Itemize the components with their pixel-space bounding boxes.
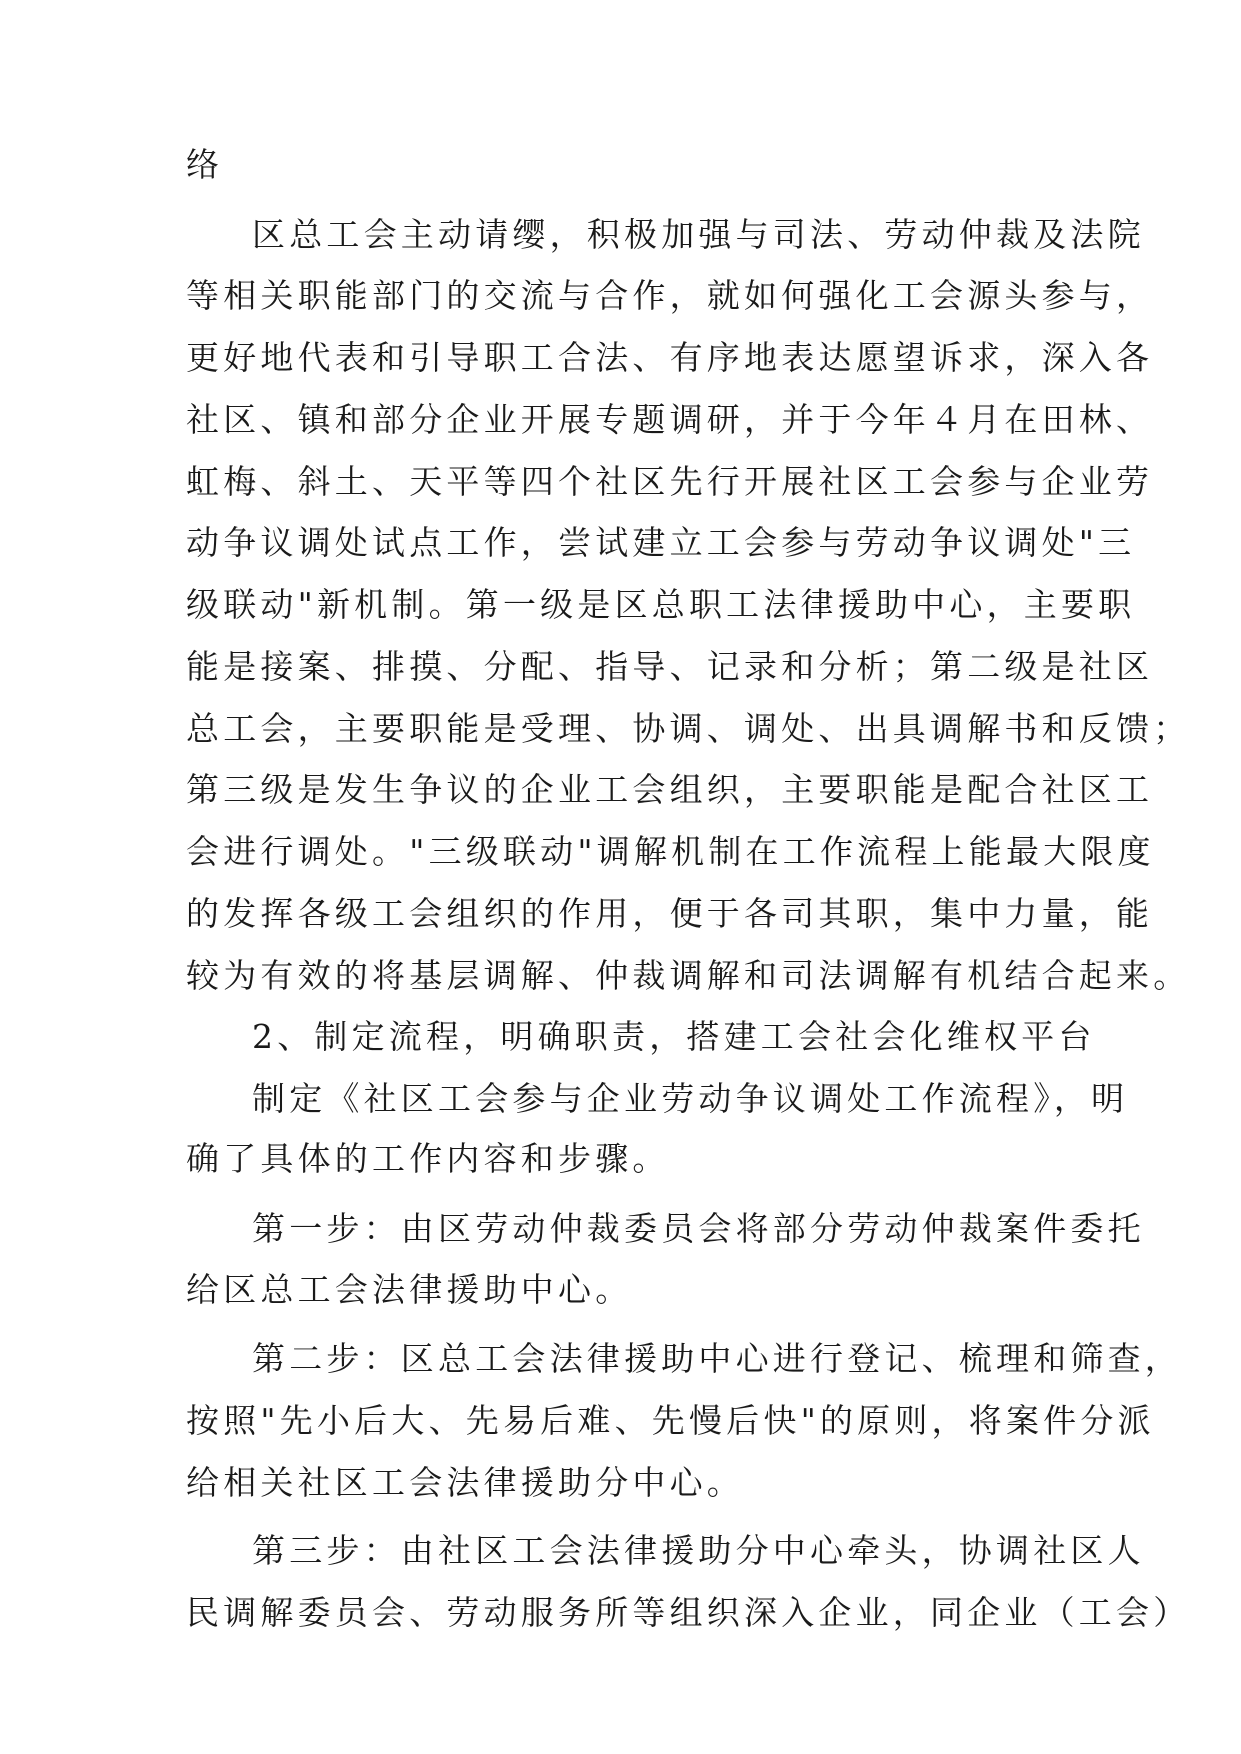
text-line: 较为有效的将基层调解、仲裁调解和司法调解有机结合起来。 (186, 956, 1191, 995)
text-line: 确了具体的工作内容和步骤。 (186, 1139, 670, 1178)
text-line: 动争议调处试点工作，尝试建立工会参与劳动争议调处"三 (186, 523, 1136, 562)
step-one-line: 第一步：由区劳动仲裁委员会将部分劳动仲裁案件委托 (252, 1209, 1145, 1248)
paragraph-first-line: 区总工会主动请缨，积极加强与司法、劳动仲裁及法院 (252, 215, 1145, 254)
step-three-line: 第三步：由社区工会法律援助分中心牵头，协调社区人 (252, 1531, 1145, 1570)
text-line: 会进行调处。"三级联动"调解机制在工作流程上能最大限度 (186, 832, 1155, 871)
text-line: 民调解委员会、劳动服务所等组织深入企业，同企业（工会） (186, 1593, 1191, 1632)
paragraph-first-line: 制定《社区工会参与企业劳动争议调处工作流程》，明 (252, 1079, 1129, 1118)
text-line: 等相关职能部门的交流与合作，就如何强化工会源头参与， (186, 276, 1154, 315)
section-heading: 2、制定流程，明确职责，搭建工会社会化维权平台 (252, 1017, 1096, 1056)
text-line: 虹梅、斜土、天平等四个社区先行开展社区工会参与企业劳 (186, 462, 1154, 501)
text-line: 的发挥各级工会组织的作用，便于各司其职，集中力量，能 (186, 894, 1154, 933)
text-line: 更好地代表和引导职工合法、有序地表达愿望诉求，深入各 (186, 338, 1154, 377)
text-line: 给相关社区工会法律援助分中心。 (186, 1463, 744, 1502)
step-two-line: 第二步：区总工会法律援助中心进行登记、梳理和筛查， (252, 1339, 1182, 1378)
text-line: 总工会，主要职能是受理、协调、调处、出具调解书和反馈； (186, 709, 1191, 748)
text-line: 络 (186, 145, 224, 184)
text-line: 第三级是发生争议的企业工会组织，主要职能是配合社区工 (186, 770, 1154, 809)
text-line: 按照"先小后大、先易后难、先慢后快"的原则，将案件分派 (186, 1401, 1155, 1440)
text-line: 社区、镇和部分企业开展专题调研，并于今年４月在田林、 (186, 400, 1154, 439)
text-line: 能是接案、排摸、分配、指导、记录和分析；第二级是社区 (186, 647, 1154, 686)
text-line: 给区总工会法律援助中心。 (186, 1270, 633, 1309)
text-line: 级联动"新机制。第一级是区总职工法律援助中心，主要职 (186, 585, 1136, 624)
